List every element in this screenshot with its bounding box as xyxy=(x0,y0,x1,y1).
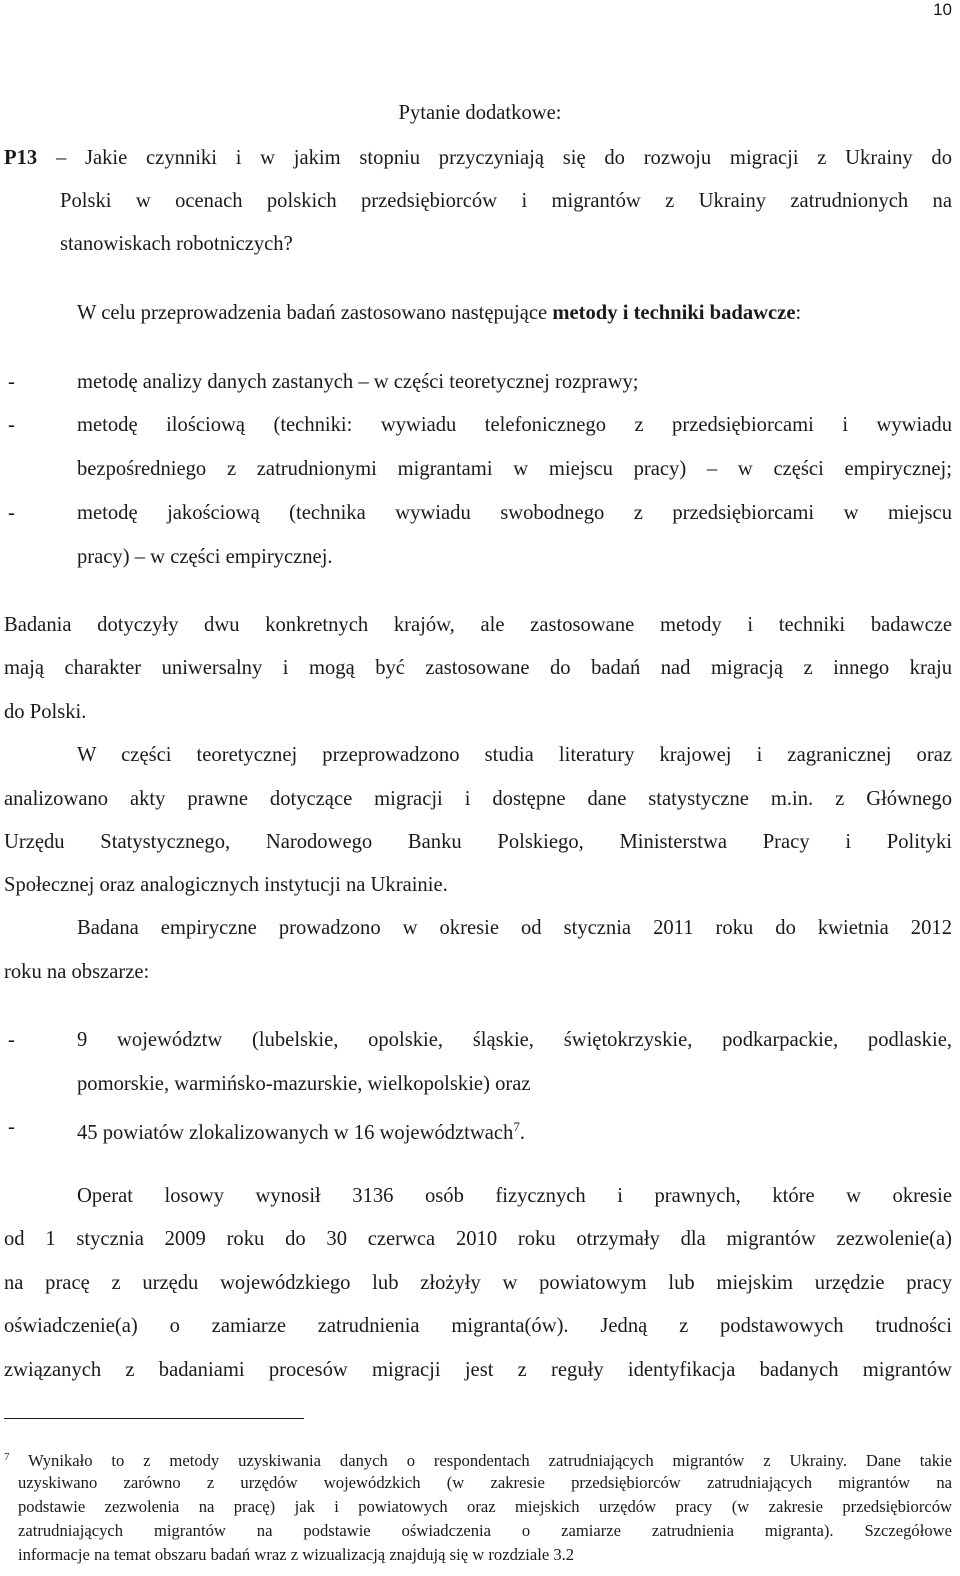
methods-intro: W celu przeprowadzenia badań zastosowano następujące metody i techniki badawcze: xyxy=(77,302,802,324)
method-item-3-line2: pracy) – w części empirycznej. xyxy=(77,546,333,568)
method-item-2-line2: bezpośredniego z zatrudnionymi migrantami w miejscu pracy) – w części empirycznej; xyxy=(77,458,952,480)
area-item-1-line2: pomorskie, warmińsko-mazurskie, wielkopolskie) oraz xyxy=(77,1073,531,1095)
footnote-line3: podstawie zezwolenia na pracę) jak i powiatowych oraz miejskich urzędów pracy (w zakresie przedsiębiorców xyxy=(18,1497,952,1516)
paragraph-4-line3: na pracę z urzędu wojewódzkiego lub złożyły w powiatowym lub miejskim urzędzie pracy xyxy=(4,1272,952,1294)
footnote-line5: informacje na temat obszaru badań wraz z wizualizacją znajdują się w rozdziale 3.2 xyxy=(18,1545,575,1564)
area-item-2: 45 powiatów zlokalizowanych w 16 województwach$^7$. xyxy=(77,1119,526,1144)
paragraph-2-line4: Społecznej oraz analogicznych instytucji na Ukrainie. xyxy=(4,874,448,896)
paragraph-4-line1: Operat losowy wynosił 3136 osób fizycznych i prawnych, które w okresie xyxy=(77,1185,952,1207)
list-bullet: - xyxy=(8,502,15,524)
footnote-line2: uzyskiwano zarówno z urzędów wojewódzkich (w zakresie przedsiębiorców zatrudniających migrantów na xyxy=(18,1473,952,1492)
method-item-2-line1: metodę ilościową (techniki: wywiadu telefonicznego z przedsiębiorcami i wywiadu xyxy=(77,414,952,436)
list-bullet: - xyxy=(8,1029,15,1051)
footnote-line1: $^7$ Wynikało to z metody uzyskiwania danych o respondentach zatrudniających migrantów z Ukrainy. Dane takie xyxy=(4,1451,952,1470)
question-p13-line3: stanowiskach robotniczych? xyxy=(60,233,293,255)
paragraph-2-line2: analizowano akty prawne dotyczące migracji i dostępne dane statystyczne m.in. z Głównego xyxy=(4,788,952,810)
paragraph-4-line5: związanych z badaniami procesów migracji jest z reguły identyfikacja badanych migrantów xyxy=(4,1359,952,1381)
paragraph-2-line1: W części teoretycznej przeprowadzono studia literatury krajowej i zagranicznej oraz xyxy=(77,744,952,766)
list-bullet: - xyxy=(8,414,15,436)
question-p13-line1: P13 – Jakie czynniki i w jakim stopniu przyczyniają się do rozwoju migracji z Ukrainy do xyxy=(4,147,952,169)
method-item-3-line1: metodę jakościową (technika wywiadu swobodnego z przedsiębiorcami w miejscu xyxy=(77,502,952,524)
footnote-mark: 7 xyxy=(4,1451,10,1463)
area-item-1-line1: 9 województw (lubelskie, opolskie, śląskie, świętokrzyskie, podkarpackie, podlaskie, xyxy=(77,1029,952,1051)
paragraph-3-line2: roku na obszarze: xyxy=(4,961,150,983)
paragraph-1-line2: mają charakter uniwersalny i mogą być zastosowane do badań nad migracją z innego kraju xyxy=(4,657,952,679)
question-label: P13 xyxy=(4,147,38,169)
question-p13-line2: Polski w ocenach polskich przedsiębiorców i migrantów z Ukrainy zatrudnionych na xyxy=(60,190,952,212)
paragraph-1-line3: do Polski. xyxy=(4,701,87,723)
paragraph-3-line1: Badana empiryczne prowadzono w okresie od stycznia 2011 roku do kwietnia 2012 xyxy=(77,917,952,939)
footnote-divider xyxy=(4,1418,304,1419)
paragraph-1-line1: Badania dotyczyły dwu konkretnych krajów, ale zastosowane metody i techniki badawcze xyxy=(4,614,952,636)
list-bullet: - xyxy=(8,1116,15,1138)
section-heading: Pytanie dodatkowe: xyxy=(398,102,562,124)
footnote-line4: zatrudniających migrantów na podstawie oświadczenia o zamiarze zatrudnienia migranta). Szczegółowe xyxy=(18,1521,952,1540)
page-number: 10 xyxy=(933,0,952,19)
paragraph-2-line3: Urzędu Statystycznego, Narodowego Banku Polskiego, Ministerstwa Pracy i Polityki xyxy=(4,831,952,853)
paragraph-4-line4: oświadczenie(a) o zamiarze zatrudnienia migranta(ów). Jedną z podstawowych trudności xyxy=(4,1315,952,1337)
list-bullet: - xyxy=(8,371,15,393)
method-item-1: metodę analizy danych zastanych – w części teoretycznej rozprawy; xyxy=(77,371,639,393)
footnote-reference[interactable]: 7 xyxy=(513,1119,520,1134)
paragraph-4-line2: od 1 stycznia 2009 roku do 30 czerwca 2010 roku otrzymały dla migrantów zezwolenie(a) xyxy=(4,1228,952,1250)
